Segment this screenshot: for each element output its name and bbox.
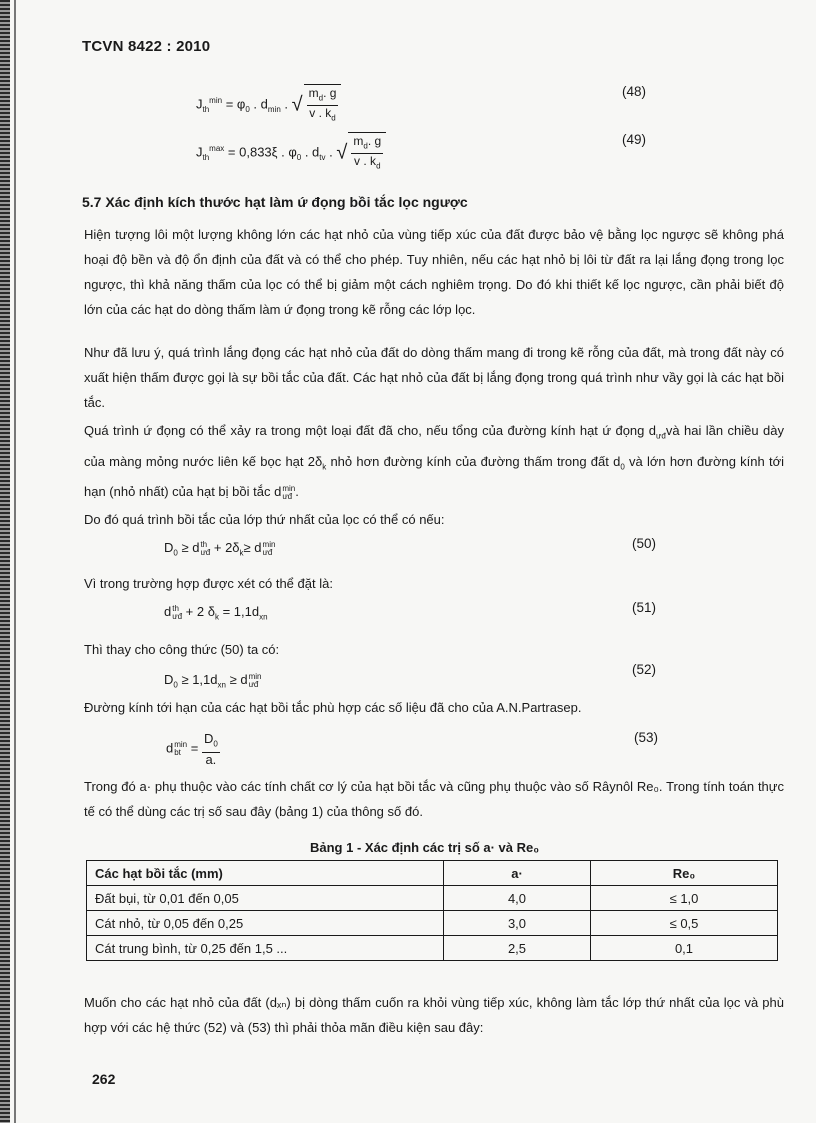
table-cell: 3,0 <box>444 911 591 936</box>
page-number: 262 <box>92 1071 116 1087</box>
equation-50: $D_0 \ge d$ th ưđ + $2\delta_k\ge d$ min ưđ <box>164 539 276 558</box>
equation-48: $J_{th}^{min} = \varphi_0$ . $d_{min}$ . √ $\frac{m_d. g}{v . k_d}$ <box>196 84 341 126</box>
paragraph-2: Như đã lưu ý, quá trình lắng đọng các hạt nhỏ của đất do dòng thấm mang đi trong kẽ rỗng của đất, mà trong đất này có xuất hiện thấm được gọi là sự bồi tắc của đất. Các hạt nhỏ của đất bị lắng đọng trong quá trình như vầy gọi là các hạt bồi tắc. <box>84 345 784 410</box>
table-cell: ≤ 1,0 <box>591 886 778 911</box>
table-caption: Bảng 1 - Xác định các trị số a· và Re₀ <box>310 840 540 855</box>
paragraph-3: Quá trình ứ đọng có thể xảy ra trong một loại đất đã cho, nếu tổng của đường kính hạt ứ đọng $d_{ưđ}và$ hai lần chiều dày của màng mỏng nước liên kế bọc hạt $2\delta_k$ nhỏ hơn đường kính của đường thấm trong đất $d_0$ và lớn hơn đường kính tới hạn (nhỏ nhất) của hạt bị bồi tắc d min ưđ . <box>84 423 785 501</box>
equation-49: $J_{th}^{max} = 0,833\xi$ . $\varphi_0$ . $d_{tv}$ . √ $\frac{m_d. g}{v . k_d}$ <box>196 132 386 174</box>
table-cell: Cát trung bình, từ 0,25 đến 1,5 ... <box>87 936 444 961</box>
equation-50-number: (50) <box>632 536 657 551</box>
equation-52-number: (52) <box>632 662 657 677</box>
equation-53-number: (53) <box>634 730 659 745</box>
values-table <box>86 860 778 961</box>
page-binding-line <box>14 0 16 1123</box>
paragraph-5: Vì trong trường hợp được xét có thể đặt là: <box>84 576 333 591</box>
table-row <box>87 886 778 911</box>
equation-51-number: (51) <box>632 600 657 615</box>
equation-49-number: (49) <box>622 132 647 147</box>
table-header-row <box>87 861 778 886</box>
table-header: Các hạt bồi tắc (mm) <box>87 861 444 886</box>
table-cell: Đất bụi, từ 0,01 đến 0,05 <box>87 886 444 911</box>
paragraph-1: Hiện tượng lôi một lượng không lớn các hạt nhỏ của vùng tiếp xúc của đất được bảo vệ bằng lọc ngược sẽ không phá hoại độ bền và độ ổn định của đất và có thể cho phép. Tuy nhiên, nếu các hạt nhỏ bị lôi từ đất ra lại lắng đọng trong lọc ngược, thì khả năng thấm của lọc có thể bị giảm một cách nghiêm trọng. Do đó khi thiết kế lọc ngược, cần phải biết độ lớn của các hạt do dòng thấm làm ứ đọng trong kẽ rỗng các lớp lọc. <box>84 227 784 317</box>
paragraph-8: Trong đó a· phụ thuộc vào các tính chất cơ lý của hạt bồi tắc và cũng phụ thuộc vào số Râynôl Re₀. Trong tính toán thực tế có thể dùng các trị số sau đây (bảng 1) của thông số đó. <box>84 779 784 819</box>
table-cell: 0,1 <box>591 936 778 961</box>
equation-53: d min bt = $\frac{D_0}{a.}$ <box>166 731 218 767</box>
table-row <box>87 911 778 936</box>
page-binding-edge <box>0 0 10 1123</box>
paragraph-9: Muốn cho các hạt nhỏ của đất (dₓₙ) bị dòng thấm cuốn ra khỏi vùng tiếp xúc, không làm tắc lớp thứ nhất của lọc và phù hợp với các hệ thức (52) và (53) thì phải thỏa mãn điều kiện sau đây: <box>84 995 784 1035</box>
document-code: TCVN 8422 : 2010 <box>82 38 211 55</box>
table-header: Re₀ <box>591 861 778 886</box>
equation-51: d th ưđ + 2 $\delta_k = 1,1d_{xn}$ <box>164 603 268 622</box>
section-heading: 5.7 Xác định kích thước hạt làm ứ đọng bồi tắc lọc ngược <box>82 194 468 210</box>
paragraph-7: Đường kính tới hạn của các hạt bồi tắc phù hợp các số liệu đã cho của A.N.Partrasep. <box>84 700 582 715</box>
paragraph-6: Thì thay cho công thức (50) ta có: <box>84 642 280 657</box>
table-header: a· <box>444 861 591 886</box>
equation-48-number: (48) <box>622 84 647 99</box>
table-cell: 2,5 <box>444 936 591 961</box>
equation-52: $D_0 \ge 1,1d_{xn} \ge d$ min ưđ <box>164 671 262 690</box>
table-cell: ≤ 0,5 <box>591 911 778 936</box>
table-cell: Cát nhỏ, từ 0,05 đến 0,25 <box>87 911 444 936</box>
paragraph-4: Do đó quá trình bồi tắc của lớp thứ nhất của lọc có thể có nếu: <box>84 512 445 527</box>
table-cell: 4,0 <box>444 886 591 911</box>
table-row <box>87 936 778 961</box>
